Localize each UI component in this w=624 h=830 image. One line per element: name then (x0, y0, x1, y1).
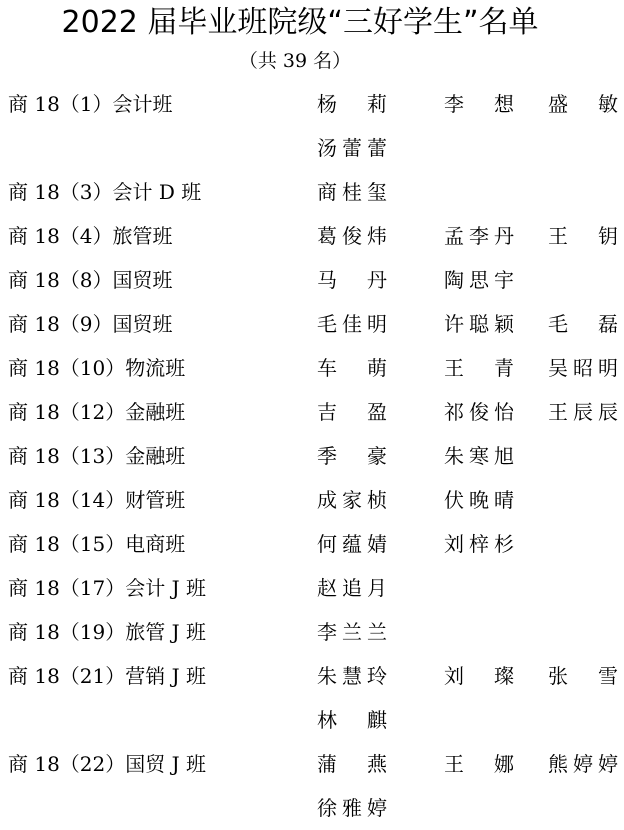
student-name: 商桂玺 (317, 180, 387, 204)
page-title: 2022 届毕业班院级“三好学生”名单 (61, 5, 539, 40)
list-row (0, 390, 624, 434)
student-name: 孟李丹 (444, 224, 514, 248)
student-name: 毛磊 (548, 312, 618, 336)
student-name: 盛敏 (548, 92, 618, 116)
student-name: 杨莉 (317, 92, 387, 116)
list-row (0, 786, 624, 830)
page-subtitle: （共 39 名） (238, 50, 352, 72)
student-name: 蒲燕 (317, 752, 387, 776)
student-name: 祁俊怡 (444, 400, 514, 424)
student-name: 伏晚晴 (444, 488, 514, 512)
list-row (0, 610, 624, 654)
list-row (0, 566, 624, 610)
student-name: 赵追月 (317, 576, 387, 600)
student-name: 朱慧玲 (317, 664, 387, 688)
class-name: 商 18（10）物流班 (8, 356, 186, 380)
class-name: 商 18（22）国贸 J 班 (8, 752, 206, 776)
student-name: 车萌 (317, 356, 387, 380)
class-name: 商 18（17）会计 J 班 (8, 576, 206, 600)
list-row (0, 742, 624, 786)
class-name: 商 18（13）金融班 (8, 444, 186, 468)
list-row (0, 522, 624, 566)
list-row (0, 654, 624, 698)
list-row (0, 126, 624, 170)
list-row (0, 214, 624, 258)
honor-list (0, 82, 624, 830)
student-name: 陶思宇 (444, 268, 514, 292)
student-name: 许聪颖 (444, 312, 514, 336)
class-name: 商 18（14）财管班 (8, 488, 186, 512)
list-row (0, 434, 624, 478)
student-name: 王钥 (548, 224, 618, 248)
student-name: 何蕴婧 (317, 532, 387, 556)
class-name: 商 18（9）国贸班 (8, 312, 173, 336)
class-name: 商 18（4）旅管班 (8, 224, 173, 248)
student-name: 季豪 (317, 444, 387, 468)
student-name: 毛佳明 (317, 312, 387, 336)
student-name: 朱寒旭 (444, 444, 514, 468)
student-name: 李兰兰 (317, 620, 387, 644)
list-row (0, 82, 624, 126)
list-row (0, 302, 624, 346)
student-name: 汤蕾蕾 (317, 136, 387, 160)
list-row (0, 258, 624, 302)
class-name: 商 18（1）会计班 (8, 92, 173, 116)
student-name: 张雪 (548, 664, 618, 688)
student-name: 林麒 (317, 708, 387, 732)
list-row (0, 170, 624, 214)
list-row (0, 346, 624, 390)
student-name: 刘梓杉 (444, 532, 514, 556)
student-name: 王娜 (444, 752, 514, 776)
student-name: 王辰辰 (548, 400, 618, 424)
student-name: 吉盈 (317, 400, 387, 424)
student-name: 王青 (444, 356, 514, 380)
student-name: 熊婷婷 (548, 752, 618, 776)
class-name: 商 18（8）国贸班 (8, 268, 173, 292)
class-name: 商 18（12）金融班 (8, 400, 186, 424)
student-name: 李想 (444, 92, 514, 116)
student-name: 成家桢 (317, 488, 387, 512)
student-name: 吴昭明 (548, 356, 618, 380)
class-name: 商 18（21）营销 J 班 (8, 664, 206, 688)
class-name: 商 18（19）旅管 J 班 (8, 620, 206, 644)
student-name: 刘璨 (444, 664, 514, 688)
list-row (0, 478, 624, 522)
list-row (0, 698, 624, 742)
student-name: 葛俊炜 (317, 224, 387, 248)
class-name: 商 18（3）会计 D 班 (8, 180, 202, 204)
student-name: 徐雅婷 (317, 796, 387, 820)
student-name: 马丹 (317, 268, 387, 292)
class-name: 商 18（15）电商班 (8, 532, 186, 556)
